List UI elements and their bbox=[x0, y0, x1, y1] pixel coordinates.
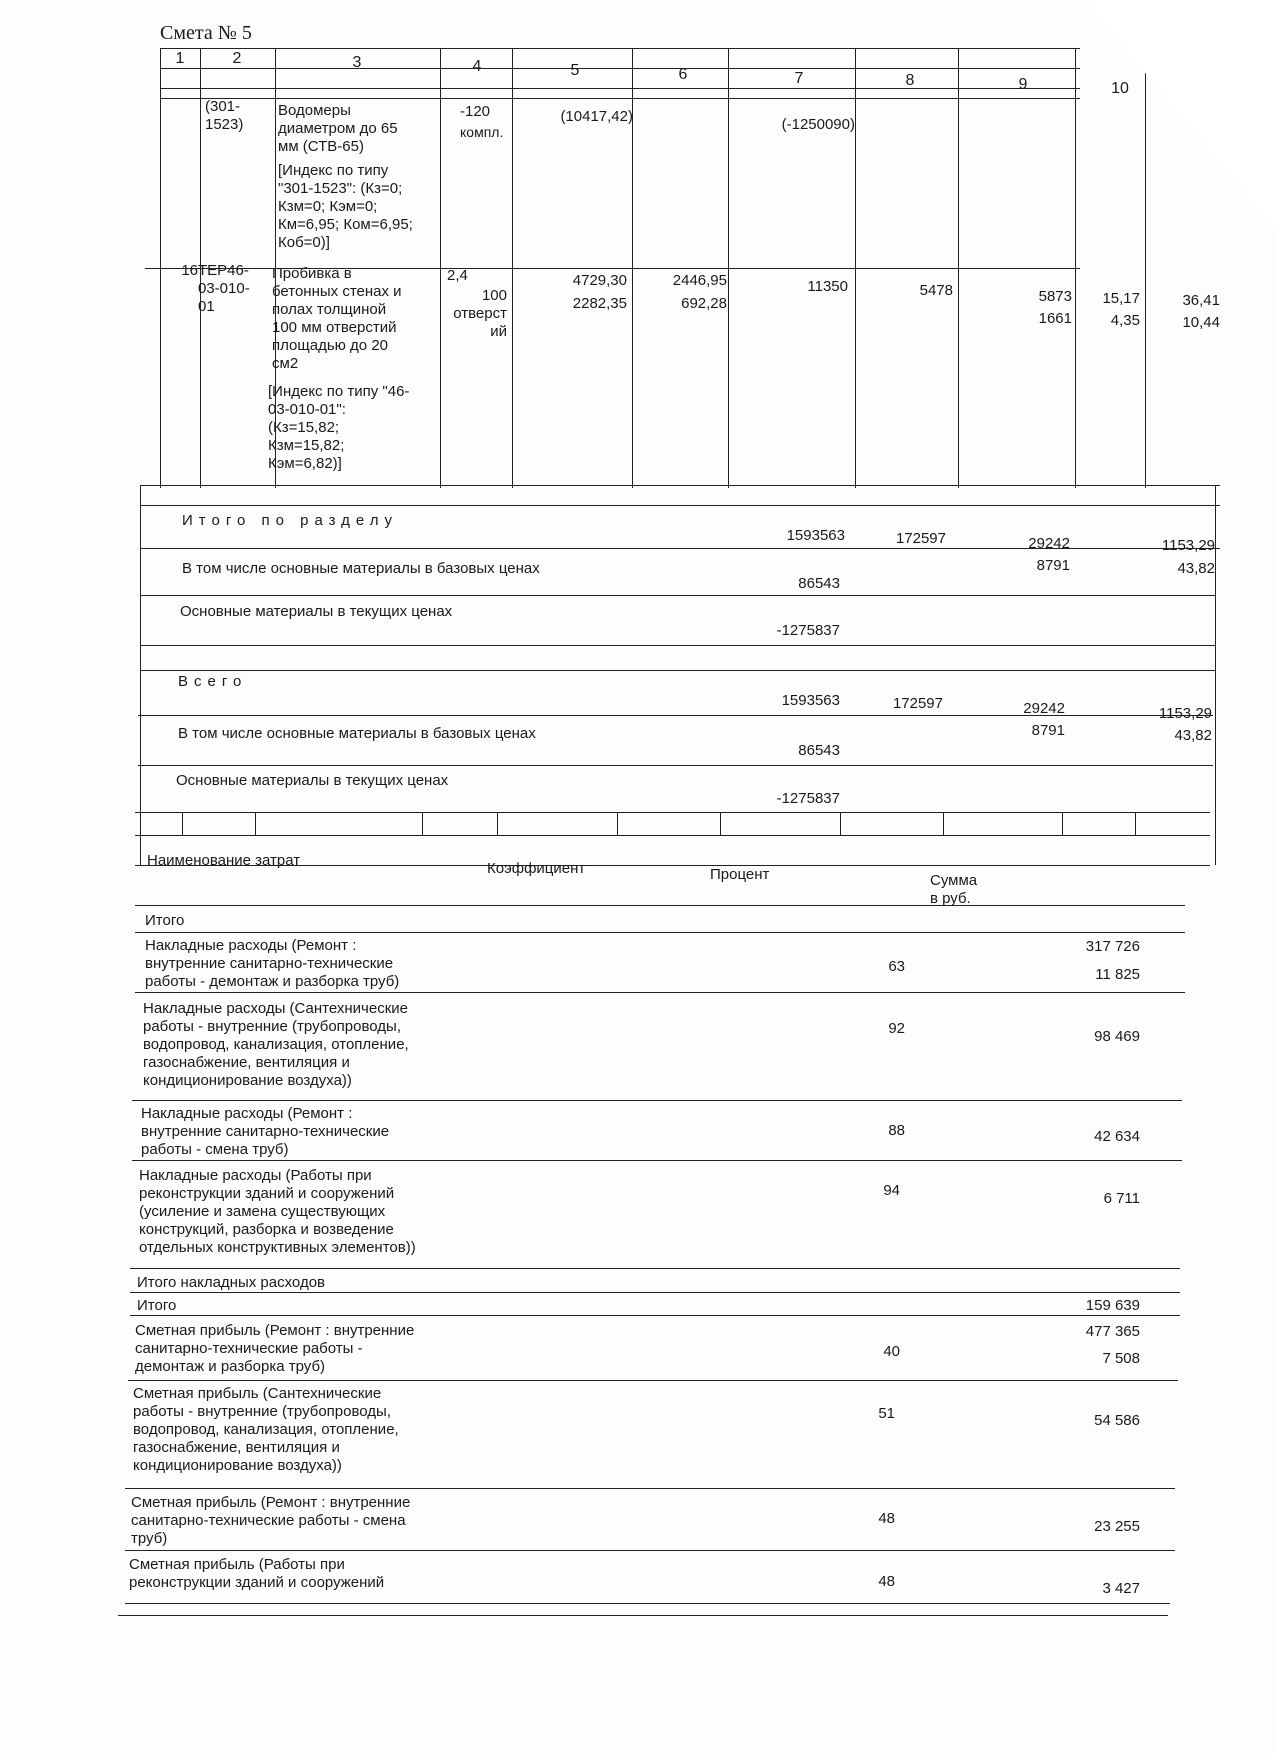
column-line bbox=[720, 812, 721, 835]
section-current-materials-label: Основные материалы в текущих ценах bbox=[180, 603, 453, 620]
table-border bbox=[160, 88, 1080, 89]
summary-separator bbox=[125, 1488, 1175, 1489]
profit-item-sum: 23 255 bbox=[1094, 1518, 1140, 1535]
summary-header-name: Наименование затрат bbox=[147, 852, 301, 869]
column-line bbox=[1062, 812, 1063, 835]
grand-total-col9b: 8791 bbox=[1031, 722, 1065, 739]
row-quantity: -120 bbox=[460, 103, 491, 120]
summary-separator bbox=[132, 1100, 1182, 1101]
row-col10: 15,17 bbox=[1102, 290, 1140, 307]
row-separator bbox=[140, 645, 1215, 646]
profit-item-itogo: 477 365 bbox=[1085, 1323, 1140, 1340]
row-name: Пробивка в бетонных стенах и полах толщиной 100 мм отверстий площадью до 20 см2 bbox=[272, 265, 402, 372]
row-code: ТЕР46- 03-010- 01 bbox=[198, 262, 250, 315]
profit-item-percent: 40 bbox=[883, 1343, 900, 1360]
grand-total-col11: 1153,29 bbox=[1158, 705, 1212, 722]
row-col8: 5478 bbox=[919, 282, 953, 299]
row-col11b: 10,44 bbox=[1182, 314, 1220, 331]
summary-header-coefficient: Коэффициент bbox=[487, 860, 586, 877]
summary-itogo-label: Итого bbox=[137, 1297, 177, 1314]
grand-base-materials-label: В том числе основные материалы в базовых ценах bbox=[178, 725, 536, 742]
column-line bbox=[182, 812, 183, 835]
row-col7: 11350 bbox=[807, 278, 848, 295]
column-line bbox=[728, 48, 729, 488]
row-col5: 4729,30 bbox=[572, 272, 627, 289]
overhead-item-sum: 6 711 bbox=[1103, 1190, 1140, 1207]
page-title: Смета № 5 bbox=[160, 22, 252, 44]
grand-base-materials-value: 86543 bbox=[798, 742, 840, 759]
summary-separator bbox=[132, 1160, 1182, 1161]
section-total-col11b: 43,82 bbox=[1177, 560, 1215, 577]
row-col6b: 692,28 bbox=[681, 295, 727, 312]
overhead-item-percent: 63 bbox=[888, 958, 905, 975]
profit-item-percent: 51 bbox=[878, 1405, 895, 1422]
grand-current-materials-label: Основные материалы в текущих ценах bbox=[176, 772, 449, 789]
column-line bbox=[255, 812, 256, 835]
profit-item-sum: 7 508 bbox=[1102, 1350, 1140, 1367]
summary-header-sum: Сумма в руб. bbox=[930, 872, 978, 907]
grand-total-col8: 172597 bbox=[892, 695, 943, 712]
column-header: 4 bbox=[472, 58, 482, 75]
overhead-item-percent: 92 bbox=[888, 1020, 905, 1037]
column-header: 9 bbox=[1018, 76, 1028, 93]
row-unit-price: (10417,42) bbox=[560, 108, 633, 125]
column-header: 1 bbox=[175, 50, 185, 67]
profit-item-sum: 3 427 bbox=[1102, 1580, 1140, 1597]
table-border bbox=[160, 48, 161, 488]
row-col11: 36,41 bbox=[1182, 292, 1220, 309]
column-header: 7 bbox=[794, 70, 804, 87]
section-total-col9b: 8791 bbox=[1036, 557, 1070, 574]
overhead-total-label: Итого накладных расходов bbox=[137, 1274, 326, 1291]
row-separator bbox=[138, 765, 1213, 766]
summary-separator bbox=[130, 1292, 1180, 1293]
profit-item-percent: 48 bbox=[878, 1510, 895, 1527]
grand-total-label: Всего bbox=[178, 673, 248, 690]
summary-separator bbox=[130, 1268, 1180, 1269]
column-header: 8 bbox=[905, 72, 915, 89]
column-line bbox=[958, 48, 959, 488]
column-line bbox=[440, 48, 441, 488]
row-index: [Индекс по типу "301-1523": (Кз=0; Кзм=0; Кэм=0; Км=6,95; Ком=6,95; Коб=0)] bbox=[278, 162, 413, 251]
summary-itogo-value: 159 639 bbox=[1085, 1297, 1140, 1314]
row-col9: 5873 bbox=[1038, 288, 1072, 305]
row-separator bbox=[140, 595, 1215, 596]
row-index: [Индекс по типу "46- 03-010-01": (Кз=15,82; Кзм=15,82; Кэм=6,82)] bbox=[268, 383, 410, 472]
summary-separator bbox=[118, 1615, 1168, 1616]
profit-item-label: Сметная прибыль (Работы при реконструкции зданий и сооружений bbox=[129, 1556, 385, 1591]
column-line bbox=[497, 812, 498, 835]
row-col5b: 2282,35 bbox=[572, 295, 627, 312]
table-border bbox=[160, 48, 1080, 49]
overhead-item-percent: 94 bbox=[883, 1182, 900, 1199]
section-total-col7: 1593563 bbox=[786, 527, 845, 544]
row-separator bbox=[140, 485, 1220, 486]
row-unit: компл. bbox=[460, 124, 504, 140]
grand-current-materials-value: -1275837 bbox=[776, 790, 840, 807]
section-base-materials-value: 86543 bbox=[798, 575, 840, 592]
profit-item-sum: 54 586 bbox=[1094, 1412, 1140, 1429]
column-line bbox=[855, 48, 856, 488]
profit-item-label: Сметная прибыль (Ремонт : внутренние санитарно-технические работы - смена труб) bbox=[131, 1494, 411, 1547]
row-quantity: 2,4 bbox=[447, 267, 468, 284]
section-current-materials-value: -1275837 bbox=[776, 622, 840, 639]
summary-separator bbox=[130, 1315, 1180, 1316]
section-total-col9: 29242 bbox=[1028, 535, 1070, 552]
row-total: (-1250090) bbox=[781, 116, 855, 133]
column-header: 5 bbox=[570, 62, 580, 79]
row-separator bbox=[140, 505, 1220, 506]
row-col10b: 4,35 bbox=[1110, 312, 1140, 329]
summary-separator bbox=[125, 1603, 1170, 1604]
summary-separator bbox=[135, 905, 1185, 906]
overhead-item-sum: 11 825 bbox=[1095, 966, 1140, 983]
table-border bbox=[140, 485, 141, 865]
summary-separator bbox=[135, 932, 1185, 933]
table-border bbox=[160, 98, 1080, 99]
summary-separator bbox=[135, 992, 1185, 993]
column-header: 2 bbox=[232, 50, 242, 67]
column-header: 3 bbox=[352, 54, 362, 71]
row-separator bbox=[135, 835, 1210, 836]
row-col9b: 1661 bbox=[1038, 310, 1072, 327]
overhead-item-sum: 42 634 bbox=[1094, 1128, 1140, 1145]
overhead-item-label: Накладные расходы (Сантехнические работы - внутренние (трубопроводы, водопровод, канализация, отопление, газоснабжение, вентиляция и кондиционирование воздуха)) bbox=[143, 1000, 409, 1089]
column-line bbox=[943, 812, 944, 835]
grand-total-col9: 29242 bbox=[1023, 700, 1065, 717]
profit-item-percent: 48 bbox=[878, 1573, 895, 1590]
section-total-col11: 1153,29 bbox=[1161, 537, 1215, 554]
column-header: 6 bbox=[678, 66, 688, 83]
summary-header-percent: Процент bbox=[710, 866, 770, 883]
overhead-item-percent: 88 bbox=[888, 1122, 905, 1139]
overhead-item-sum: 98 469 bbox=[1094, 1028, 1140, 1045]
column-line bbox=[422, 812, 423, 835]
overhead-item-label: Накладные расходы (Работы при реконструкции зданий и сооружений (усиление и замена существующих конструкций, разборка и возведение отдельных конструктивных элементов)) bbox=[139, 1167, 416, 1256]
folded-corner bbox=[1085, 0, 1275, 230]
column-header: 10 bbox=[1111, 80, 1129, 97]
overhead-item-itogo: 317 726 bbox=[1085, 938, 1140, 955]
row-name: Водомеры диаметром до 65 мм (СТВ-65) bbox=[278, 102, 398, 155]
column-line bbox=[1075, 48, 1076, 488]
row-code: (301- 1523) bbox=[205, 98, 244, 133]
section-total-label: Итого по разделу bbox=[182, 512, 399, 529]
summary-separator bbox=[128, 1380, 1178, 1381]
overhead-item-label: Накладные расходы (Ремонт : внутренние санитарно-технические работы - смена труб) bbox=[141, 1105, 390, 1158]
column-line bbox=[617, 812, 618, 835]
row-separator bbox=[140, 670, 1215, 671]
row-unit: 100 отверст ий bbox=[453, 287, 507, 340]
overhead-item-label: Накладные расходы (Ремонт : внутренние санитарно-технические работы - демонтаж и разборка труб) bbox=[145, 937, 400, 990]
section-base-materials-label: В том числе основные материалы в базовых ценах bbox=[182, 560, 540, 577]
summary-separator bbox=[125, 1550, 1175, 1551]
row-number: 16 bbox=[181, 262, 198, 279]
grand-total-col7: 1593563 bbox=[781, 692, 840, 709]
column-line bbox=[840, 812, 841, 835]
grand-total-col11b: 43,82 bbox=[1174, 727, 1212, 744]
column-line bbox=[1135, 812, 1136, 835]
table-border bbox=[1215, 485, 1216, 865]
profit-item-label: Сметная прибыль (Ремонт : внутренние санитарно-технические работы - демонтаж и разборка труб) bbox=[135, 1322, 415, 1375]
section-total-col8: 172597 bbox=[895, 530, 946, 547]
row-separator bbox=[135, 812, 1210, 813]
table-border bbox=[160, 68, 1080, 69]
row-col6: 2446,95 bbox=[672, 272, 727, 289]
summary-itogo-label: Итого bbox=[145, 912, 185, 929]
profit-item-label: Сметная прибыль (Сантехнические работы - внутренние (трубопроводы, водопровод, канализация, отопление, газоснабжение, вентиляция и кондиционирование воздуха)) bbox=[133, 1385, 399, 1474]
